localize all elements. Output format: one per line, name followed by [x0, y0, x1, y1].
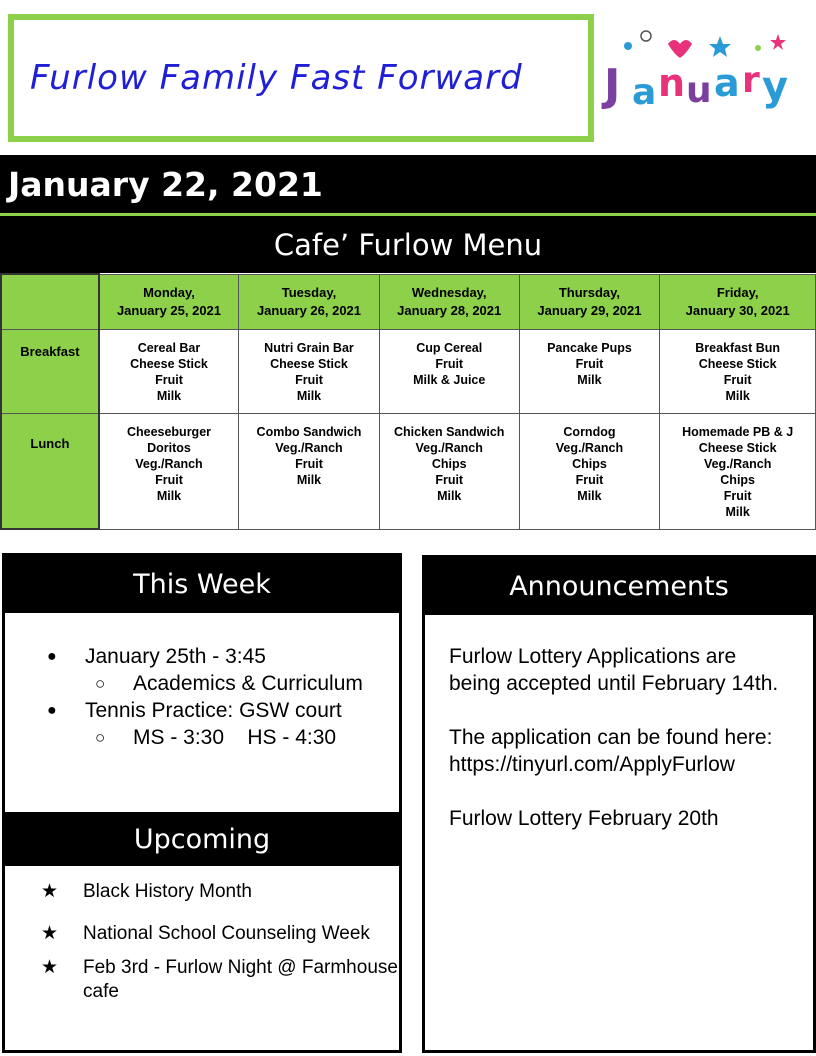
menu-cell: Cheeseburger Doritos Veg./Ranch Fruit Milk	[99, 413, 239, 529]
svg-text:y: y	[762, 64, 789, 110]
menu-cell: Homemade PB & J Cheese Stick Veg./Ranch Chips Fruit Milk	[660, 413, 816, 529]
announcement-text: Furlow Lottery Applications are being accepted until February 14th.	[449, 645, 779, 695]
menu-cell: Cereal Bar Cheese Stick Fruit Milk	[99, 329, 239, 413]
menu-header	[0, 216, 816, 273]
announcements-body	[425, 615, 813, 832]
menu-day-header: Monday, January 25, 2021	[99, 274, 239, 329]
newsletter-title-box	[8, 14, 594, 142]
this-week-title: This Week	[5, 556, 399, 613]
date-bar	[0, 155, 816, 213]
menu-table	[0, 273, 816, 530]
list-item: ★ Feb 3rd - Furlow Night @ Farmhouse cafe	[41, 956, 399, 1004]
svg-text:a: a	[632, 72, 657, 113]
january-logo	[598, 22, 798, 132]
announcements-title: Announcements	[425, 558, 813, 615]
breakfast-label: Breakfast	[1, 329, 99, 413]
lunch-label: Lunch	[1, 413, 99, 529]
menu-title: Cafe’ Furlow Menu	[273, 227, 543, 262]
menu-cell: Combo Sandwich Veg./Ranch Fruit Milk	[239, 413, 380, 529]
menu-day-header: Tuesday, January 26, 2021	[239, 274, 380, 329]
svg-text:r: r	[742, 60, 760, 101]
list-item: ★ National School Counseling Week	[41, 916, 399, 952]
svg-text:a: a	[714, 61, 740, 105]
january-logo-art	[598, 22, 798, 132]
menu-header-row	[1, 274, 816, 329]
newsletter-title: Furlow Family Fast Forward	[30, 58, 523, 98]
list-item: ● January 25th - 3:45	[45, 643, 399, 670]
upcoming-list	[5, 866, 399, 1004]
menu-corner-cell	[1, 274, 99, 329]
menu-cell: Breakfast Bun Cheese Stick Fruit Milk	[660, 329, 816, 413]
menu-cell: Corndog Veg./Ranch Chips Fruit Milk	[519, 413, 660, 529]
list-item: ○ MS - 3:30 HS - 4:30	[45, 724, 399, 751]
list-item: ○ Academics & Curriculum	[45, 670, 399, 697]
list-item: ● Tennis Practice: GSW court	[45, 697, 399, 724]
announcement-text: Furlow Lottery February 20th	[449, 807, 719, 830]
breakfast-row	[1, 329, 816, 413]
menu-cell: Pancake Pups Fruit Milk	[519, 329, 660, 413]
announcement-text: The application can be found here: https://tinyurl.com/ApplyFurlow	[449, 726, 773, 776]
menu-day-header: Thursday, January 29, 2021	[519, 274, 660, 329]
this-week-list	[45, 643, 399, 751]
lunch-row	[1, 413, 816, 529]
menu-cell: Chicken Sandwich Veg./Ranch Chips Fruit Milk	[379, 413, 519, 529]
svg-text:n: n	[658, 61, 686, 105]
list-item: ★ Black History Month	[41, 880, 399, 904]
this-week-body	[5, 613, 399, 812]
newsletter-date: January 22, 2021	[8, 164, 323, 204]
this-week-panel	[2, 553, 402, 1053]
svg-text:u: u	[686, 70, 712, 111]
menu-day-header: Friday, January 30, 2021	[660, 274, 816, 329]
menu-cell: Nutri Grain Bar Cheese Stick Fruit Milk	[239, 329, 380, 413]
logo-lettering: J	[604, 60, 621, 111]
menu-cell: Cup Cereal Fruit Milk & Juice	[379, 329, 519, 413]
menu-day-header: Wednesday, January 28, 2021	[379, 274, 519, 329]
announcements-panel	[422, 555, 816, 1053]
upcoming-title: Upcoming	[5, 812, 399, 866]
